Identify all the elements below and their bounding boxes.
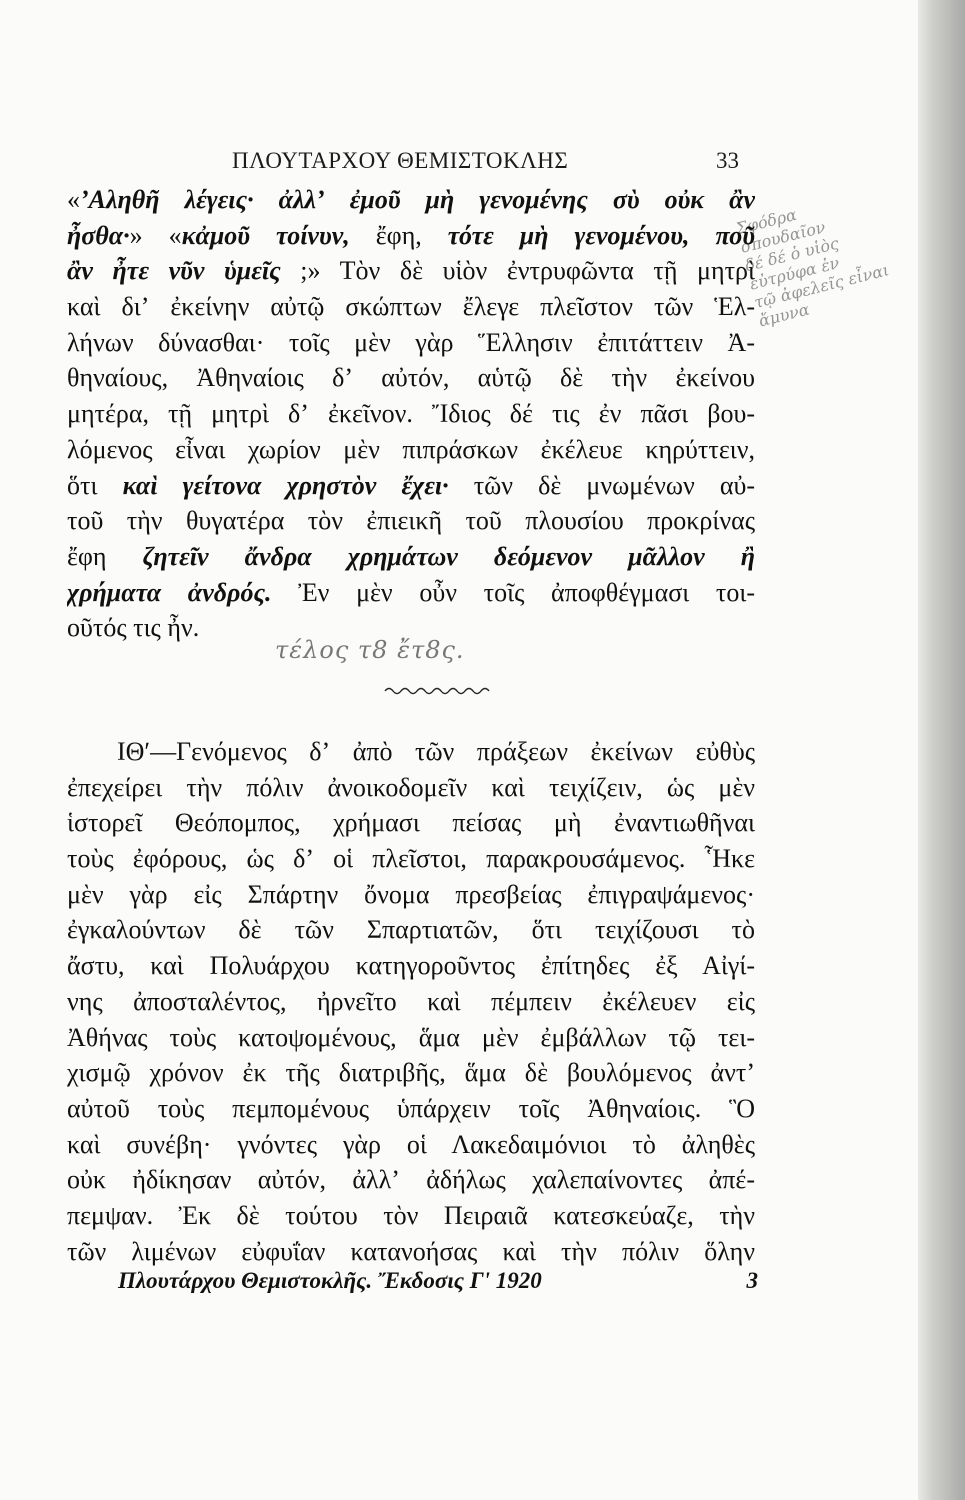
text-line: τοῦ τὴν θυγατέρα τὸν ἐπιεικῆ τοῦ πλουσίου προκρίνας <box>67 506 755 536</box>
text-line: Ἀθήνας τοὺς κατοψομένους, ἅμα μὲν ἐμβάλλων τῷ τει- <box>67 1022 755 1052</box>
paragraph-apophthegms <box>67 182 755 646</box>
text-line: ὅτι καὶ γείτονα χρηστὸν ἔχει· τῶν δὲ μνωμένων αὐ- <box>67 470 755 500</box>
footer-signature: Πλουτάρχου Θεμιστοκλῆς. Ἔκδοσις Γʹ 1920 <box>118 1268 542 1293</box>
text-line: «ʼΑληθῆ λέγεις· ἀλλʼ ἐμοῦ μὴ γενομένης σὺ οὐκ ἂν <box>67 185 755 214</box>
page-number: 33 <box>716 148 739 173</box>
text-line: θηναίους, Ἀθηναίοις δʼ αὐτόν, αὑτῷ δὲ τὴν ἐκείνου <box>67 363 755 393</box>
pencil-annotation: τέλος τ8 ἔτ8ς. <box>275 636 465 664</box>
text-line: ἱστορεῖ Θεόπομπος, χρήμασι πείσας μὴ ἐναντιωθῆναι <box>67 808 755 838</box>
page-header <box>0 148 918 180</box>
text-line: λόμενος εἶναι χωρίον μὲν πιπράσκων ἐκέλευε κηρύττειν, <box>67 434 755 464</box>
text-line: καὶ διʼ ἐκείνην αὐτῷ σκώπτων ἔλεγε πλεῖστον τῶν Ἑλ- <box>67 292 755 322</box>
text-line: ΙΘʹ—Γενόμενος δʼ ἀπὸ τῶν πράξεων ἐκείνων εὐθὺς <box>117 737 755 766</box>
page-edge <box>918 0 965 1500</box>
text-line: λήνων δύνασθαι· τοῖς μὲν γὰρ Ἕλλησιν ἐπιτάττειν Ἀ- <box>67 327 755 357</box>
text-line: μὲν γὰρ εἰς Σπάρτην ὄνομα πρεσβείας ἐπιγραψάμενος· <box>67 879 755 909</box>
text-line: ἐπεχείρει τὴν πόλιν ἀνοικοδομεῖν καὶ τειχίζειν, ὡς μὲν <box>67 772 755 802</box>
text-line: πεμψαν. Ἐκ δὲ τούτου τὸν Πειραιᾶ κατεσκεύαζε, τὴν <box>67 1200 755 1230</box>
text-line: ἂν ἦτε νῦν ὑμεῖς ;» Τὸν δὲ υἱὸν ἐντρυφῶντα τῇ μητρὶ <box>67 256 755 286</box>
paragraph-chapter-19 <box>67 734 755 1269</box>
text-line: ἐγκαλούντων δὲ τῶν Σπαρτιατῶν, ὅτι τειχίζουσι τὸ <box>67 915 755 945</box>
text-line: καὶ συνέβη· γνόντες γὰρ οἱ Λακεδαιμόνιοι τὸ ἀληθὲς <box>67 1129 755 1159</box>
text-line: τοὺς ἐφόρους, ὡς δʼ οἱ πλεῖστοι, παρακρουσάμενος. Ἧκε <box>67 844 755 874</box>
page-footer <box>118 1268 758 1298</box>
text-line: χρήματα ἀνδρός. Ἐν μὲν οὖν τοῖς ἀποφθέγμασι τοι- <box>67 577 755 607</box>
signature-mark: 3 <box>746 1268 758 1293</box>
text-line: χισμῷ χρόνον ἐκ τῆς διατριβῆς, ἅμα δὲ βουλόμενος ἀντʼ <box>67 1058 755 1088</box>
handwritten-margin-note: Σφόδρα σπουδαῖον δέ δέ ὁ υἱὸς εὐτρύφα ἐν τῷ ἀφελεῖς εἶναι ἄμυνα <box>733 204 891 331</box>
text-line: ἄστυ, καὶ Πολυάρχου κατηγοροῦντος ἐπίτηδες ἐξ Αἰγί- <box>67 951 755 981</box>
running-head: ΠΛΟΥΤΑΡΧΟΥ ΘΕΜΙΣΤΟΚΛΗΣ <box>232 148 569 173</box>
text-line: τῶν λιμένων εὐφυΐαν κατανοήσας καὶ τὴν πόλιν ὅλην <box>67 1236 755 1266</box>
text-line: οῦτός τις ἦν. <box>67 613 200 643</box>
ornamental-divider <box>383 684 493 698</box>
text-line: αὐτοῦ τοὺς πεμπομένους ὑπάρχειν τοῖς Ἀθηναίοις. Ὃ <box>67 1093 755 1123</box>
text-line: οὐκ ἠδίκησαν αὐτόν, ἀλλʼ ἀδήλως χαλεπαίνοντες ἀπέ- <box>67 1165 755 1195</box>
text-line: ἔφη ζητεῖν ἄνδρα χρημάτων δεόμενον μᾶλλον ἢ <box>67 541 755 571</box>
text-line: νης ἀποσταλέντος, ἠρνεῖτο καὶ πέμπειν ἐκέλευεν εἰς <box>67 986 755 1016</box>
text-line: μητέρα, τῇ μητρὶ δʼ ἐκεῖνον. Ἴδιος δέ τις ἐν πᾶσι βου- <box>67 399 755 429</box>
text-line: ἦσθα·» «κἀμοῦ τοίνυν, ἔφη, τότε μὴ γενομένου, ποῦ <box>67 220 755 250</box>
